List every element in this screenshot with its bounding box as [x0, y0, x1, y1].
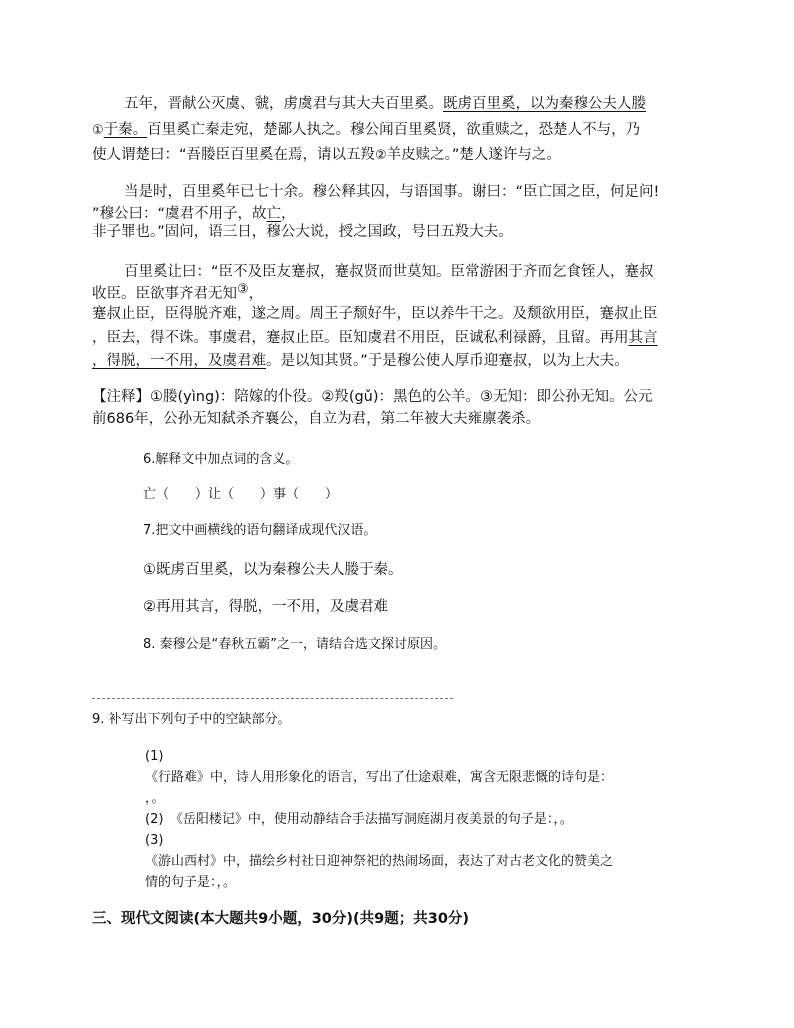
annotation-line1: 【注释】①媵(yìng)：陪嫁的仆役。②羖(gǔ)：黑色的公羊。③无知：即公孙无知。公元 — [92, 389, 653, 405]
underlined-sentence-2: 其言 — [628, 330, 658, 346]
passage-text: ， — [248, 286, 264, 302]
passage-text: ， — [281, 206, 296, 222]
question-9: 9. 补写出下列句子中的空缺部分。 — [92, 712, 291, 727]
question-9-item-3-number: (3) — [145, 833, 164, 848]
section-heading: 三、现代文阅读(本大题共9小题，30分)(共9题；共30分) — [92, 911, 470, 927]
footnote-marker-1: ① — [92, 123, 104, 138]
passage-p3-line5 — [92, 352, 629, 370]
passage-p3-line3: 蹇叔止臣，臣得脱齐难，遂之周。周王子颓好牛，臣以养牛干之。及颓欲用臣，蹇叔止臣 — [92, 306, 658, 322]
passage-p2-line3: 非子罪也。”固问，语三日，穆公大说，授之国政，号曰五羖大夫。 — [92, 224, 513, 240]
underlined-sentence-1: 既虏百里奚，以为秦穆公夫人媵 — [443, 96, 646, 112]
underlined-sentence-2-end: ，得脱，一不用，及虞君难 — [92, 353, 266, 369]
passage-p1-line3 — [92, 146, 561, 165]
dotted-word-rang: 让 — [167, 264, 182, 280]
passage-p2-line2 — [92, 205, 296, 223]
passage-text: 使人谓楚曰：“吾媵臣百里奚在焉，请以五羖 — [92, 147, 376, 163]
question-9-item-2: (2) 《岳阳楼记》中，使用动静结合手法描写洞庭湖月夜美景的句子是：，。 — [145, 812, 573, 827]
passage-text: ，臣去，得不诛。事虞君，蹇叔止臣。臣知虞君不用臣，臣诚私利禄爵，且留。再用 — [92, 330, 629, 346]
question-9-item-3: 《游山西村》中，描绘乡村社日迎神祭祀的热闹场面，表达了对古老文化的赞美之 — [145, 854, 614, 869]
passage-text: 五年，晋献公灭虞、虢，虏虞君与其大夫百里奚。 — [124, 96, 443, 112]
question-7-item-2: ②再用其言，得脱，一不用，及虞君难 — [143, 599, 388, 615]
underlined-sentence-1-end: 于秦。 — [103, 122, 148, 138]
question-6-blanks: 亡（ ）让（ ）事（ ） — [143, 487, 339, 502]
annotation-line2: 前686年，公孙无知弑杀齐襄公，自立为君，第二年被大夫雍廪袭杀。 — [92, 411, 541, 427]
question-9-item-3-end: 情的句子是：，。 — [145, 875, 237, 890]
passage-p1-line1 — [124, 95, 646, 113]
question-9-item-1: 《行路难》中，诗人用形象化的语言，写出了仕途艰难，寓含无限悲慨的诗句是： — [145, 770, 614, 785]
question-7-item-1: ①既虏百里奚，以为秦穆公夫人媵于秦。 — [143, 562, 403, 578]
passage-p3-line4 — [92, 329, 658, 347]
passage-p3-line2 — [92, 282, 264, 304]
dashed-divider — [92, 698, 453, 699]
question-8: 8. 秦穆公是“春秋五霸”之一，请结合选文探讨原因。 — [143, 637, 447, 652]
passage-p2-line1: 当是时，百里奚年已七十余。穆公释其囚，与语国事。谢曰：“臣亡国之臣，何足问! — [124, 184, 660, 200]
dotted-word-shi: 事 — [164, 286, 179, 302]
passage-text: 曰：“臣不及臣友蹇叔，蹇叔贤而世莫知。臣常游困于齐而乞食铚人，蹇叔 — [182, 264, 654, 280]
passage-text: ”穆公曰：“虞君不用子，故 — [92, 206, 267, 222]
question-7: 7.把文中画横线的语句翻译成现代汉语。 — [143, 523, 377, 538]
passage-p1-line2 — [92, 121, 640, 140]
footnote-marker-2: ② — [375, 148, 387, 163]
passage-text: 百里奚 — [124, 264, 168, 280]
footnote-marker-3: ③ — [237, 282, 249, 297]
passage-text: 羊皮赎之。”楚人遂许与之。 — [386, 147, 561, 163]
question-6: 6.解释文中加点词的含义。 — [143, 452, 299, 467]
question-9-item-1-number: (1) — [145, 749, 164, 764]
passage-p3-line1 — [124, 263, 654, 281]
passage-text: 百里奚亡秦走宛，楚鄙人执之。穆公闻百里奚贤，欲重赎之，恐楚人不与，乃 — [147, 122, 641, 138]
passage-text: 齐君无知 — [179, 286, 237, 302]
dotted-word-wang: 亡 — [266, 206, 282, 222]
passage-text: 。是以知其贤。”于是穆公使人厚币迎蹇叔，以为上大夫。 — [266, 353, 629, 369]
passage-text: 收臣。臣欲 — [92, 286, 165, 302]
question-9-item-1-blank: ，。 — [145, 791, 165, 806]
